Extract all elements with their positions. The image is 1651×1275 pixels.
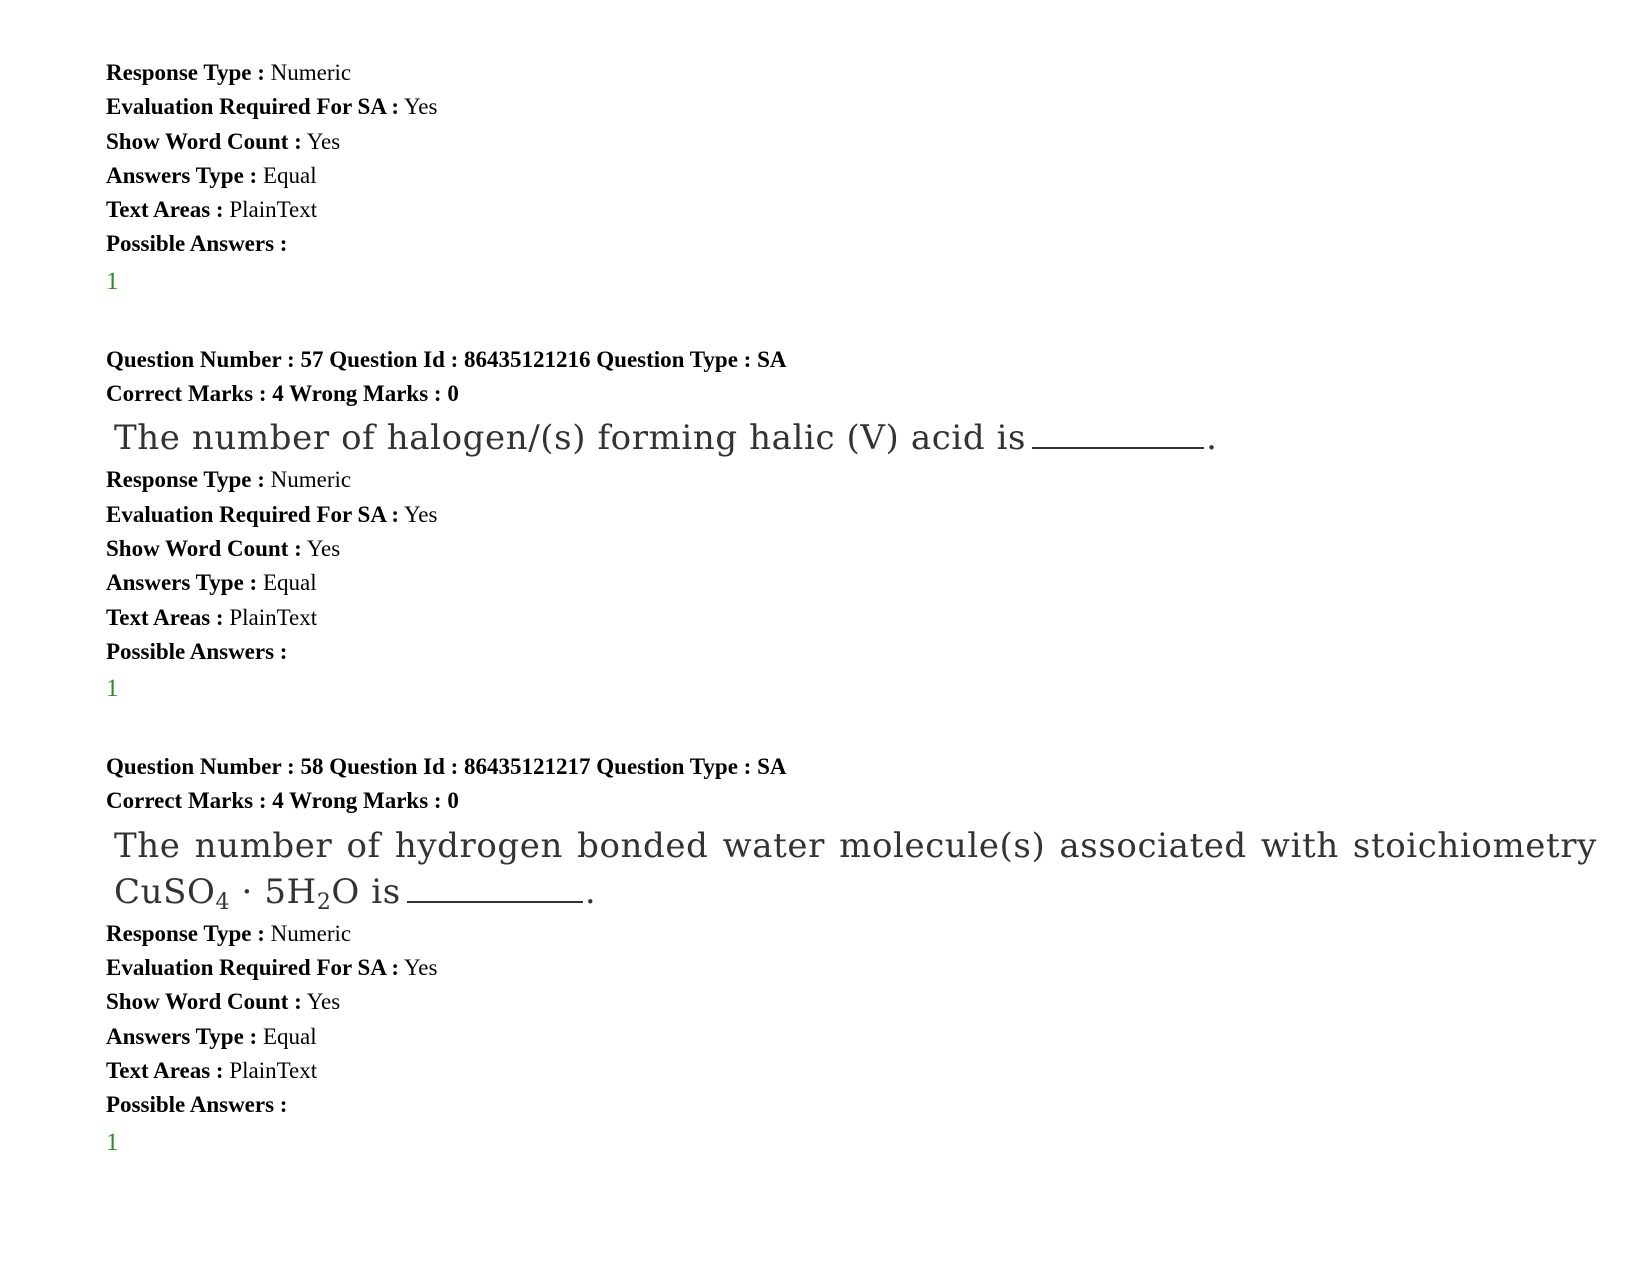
question-57-text: The number of halogen/(s) forming halic (V) acid is . [114, 418, 1218, 459]
answer-blank [407, 873, 583, 903]
show-word-count-line: Show Word Count : Yes [106, 128, 341, 154]
answers-type-line: Answers Type : Equal [106, 570, 317, 596]
document-page [106, 56, 1606, 1161]
possible-answer-value: 1 [106, 1128, 119, 1156]
question-58-marks: Correct Marks : 4 Wrong Marks : 0 [106, 788, 459, 814]
possible-answers-line: Possible Answers : [106, 1092, 288, 1118]
show-word-count-line: Show Word Count : Yes [106, 989, 341, 1015]
question-58-text-line2: CuSO$_4$ · $5H_2O$ is . [114, 871, 597, 915]
question-57 [106, 343, 1606, 707]
possible-answers-line: Possible Answers : [106, 231, 288, 257]
answer-blank [1032, 419, 1204, 449]
possible-answer-value: 1 [106, 267, 119, 295]
response-type-line: Response Type : Numeric [106, 920, 352, 946]
text-areas-line: Text Areas : PlainText [106, 197, 318, 223]
question-57-header: Question Number : 57 Question Id : 86435121216 Question Type : SA [106, 346, 787, 372]
question-57-marks: Correct Marks : 4 Wrong Marks : 0 [106, 381, 459, 407]
response-type-line: Response Type : Numeric [106, 467, 352, 493]
text-areas-line: Text Areas : PlainText [106, 1057, 318, 1083]
answers-type-line: Answers Type : Equal [106, 1023, 317, 1049]
possible-answer-value: 1 [106, 675, 119, 703]
possible-answers-line: Possible Answers : [106, 638, 288, 664]
evaluation-required-line: Evaluation Required For SA : Yes [106, 94, 438, 120]
question-58-text-line1: The number of hydrogen bonded water molecule(s) associated with stoichiometry [114, 825, 1597, 866]
question-58-header: Question Number : 58 Question Id : 86435121217 Question Type : SA [106, 754, 787, 780]
answers-type-line: Answers Type : Equal [106, 162, 317, 188]
text-areas-line: Text Areas : PlainText [106, 604, 318, 630]
show-word-count-line: Show Word Count : Yes [106, 535, 341, 561]
evaluation-required-line: Evaluation Required For SA : Yes [106, 501, 438, 527]
evaluation-required-line: Evaluation Required For SA : Yes [106, 955, 438, 981]
question-56-details [106, 56, 1606, 300]
response-type-line: Response Type : Numeric [106, 60, 352, 85]
question-58 [106, 750, 1606, 1160]
